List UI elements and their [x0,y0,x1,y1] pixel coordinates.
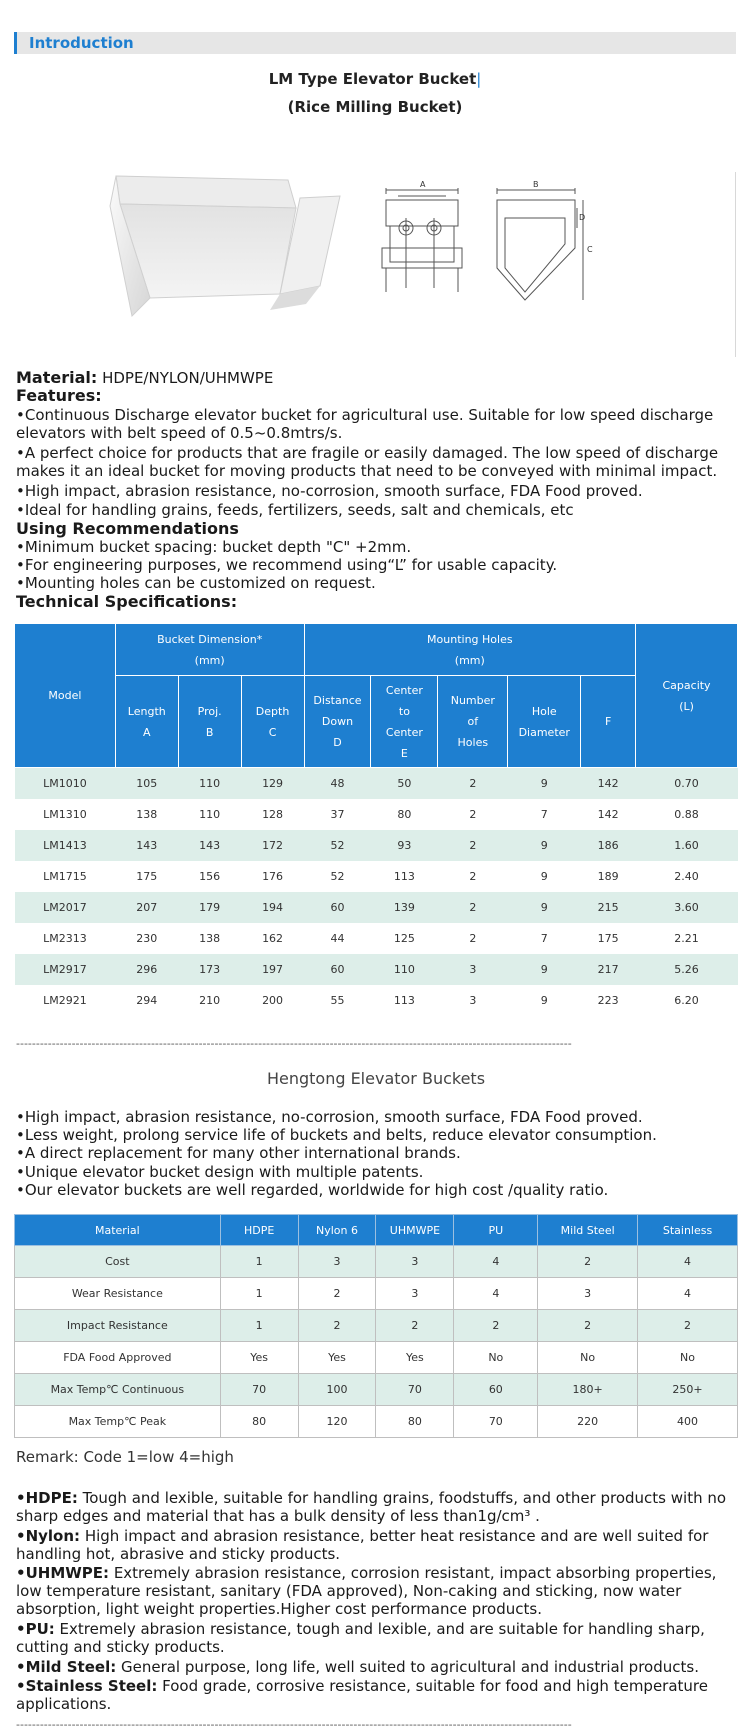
cell: 2 [438,799,508,830]
cell: 173 [178,954,241,985]
table-row [15,985,738,1016]
col-stainless: Stainless [638,1215,738,1246]
cell: 250+ [638,1374,738,1406]
cell: 100 [298,1374,376,1406]
cell: 93 [371,830,438,861]
cell: 2 [298,1310,376,1342]
tech-spec-heading: Technical Specifications: [16,592,238,611]
cell: 194 [241,892,304,923]
col-distance [304,676,371,768]
capacity-unit: (L) [679,699,694,713]
cell: 110 [178,768,241,800]
material-desc-nylon [16,1527,736,1563]
capacity-label: Capacity [662,678,711,692]
col-pu: PU [454,1215,538,1246]
cell: 2 [438,768,508,800]
cell: 5.26 [636,954,738,985]
material-desc-name: •Nylon: [16,1527,81,1545]
center-label3: Center [385,725,423,739]
product-title-text: LM Type Elevator Bucket [268,70,477,88]
cell: 3 [438,985,508,1016]
feature-item: •A perfect choice for products that are fragile or easily damaged. The low speed of discharge makes it an ideal bucket for moving products that need to be conveyed with minimal impact. [16,444,719,480]
cell: Impact Resistance [15,1310,221,1342]
material-desc-name: •UHMWPE: [16,1564,110,1582]
cell: 9 [508,830,581,861]
cell: LM2921 [15,985,116,1016]
cell: 139 [371,892,438,923]
cell: 210 [178,985,241,1016]
cell: 2 [538,1310,638,1342]
dist-sym: D [333,736,342,749]
table-row [15,923,738,954]
cell: 2 [376,1310,454,1342]
center-label: Center [385,683,423,697]
recommend-heading: Using Recommendations [16,519,239,538]
cell: LM2017 [15,892,116,923]
cell: 9 [508,954,581,985]
dim-c-label: C [587,245,593,254]
cell: 217 [581,954,636,985]
feature-item: •Continuous Discharge elevator bucket for agricultural use. Suitable for low speed discharge elevators with belt speed of 0.5~0.8mtrs/s. [16,406,714,442]
cell: 223 [581,985,636,1016]
cell: 1.60 [636,830,738,861]
table-row [15,861,738,892]
cell: 400 [638,1406,738,1438]
table-row [15,1342,738,1374]
cell: 60 [304,892,371,923]
cell: 60 [454,1374,538,1406]
cell: 179 [178,892,241,923]
proj-sym: B [205,725,214,739]
cell: No [638,1342,738,1374]
cell: LM2313 [15,923,116,954]
col-proj [178,676,241,768]
cell: 2 [438,861,508,892]
cell: 37 [304,799,371,830]
table-row [15,1310,738,1342]
cell: 138 [178,923,241,954]
cell: 176 [241,861,304,892]
cell: 3 [376,1278,454,1310]
material-table [14,1214,738,1438]
cell: Cost [15,1246,221,1278]
cell: 142 [581,799,636,830]
col-capacity [636,624,738,768]
cell: 1 [220,1278,298,1310]
cell: 52 [304,830,371,861]
cell: 2 [438,923,508,954]
cell: 4 [638,1278,738,1310]
dist-label: Distance [313,694,362,707]
cell: 1 [220,1246,298,1278]
cell: No [454,1342,538,1374]
cell: 186 [581,830,636,861]
dim-a-label: A [420,180,426,189]
cell: 156 [178,861,241,892]
cell: 110 [371,954,438,985]
hole-label2: Diameter [518,725,570,739]
cell: 120 [298,1406,376,1438]
material-label: Material: [16,368,98,387]
cell: FDA Food Approved [15,1342,221,1374]
col-number [438,676,508,768]
cell: 9 [508,892,581,923]
cell: 4 [454,1246,538,1278]
table-row [15,1406,738,1438]
material-desc-text: General purpose, long life, well suited to agricultural and industrial products. [116,1658,699,1676]
cell: 4 [454,1278,538,1310]
material-desc-text: High impact and abrasion resistance, better heat resistance and are well suited for handling hot, abrasive and sticky products. [16,1527,709,1563]
cell: 0.70 [636,768,738,800]
cell: LM1715 [15,861,116,892]
cell: Yes [376,1342,454,1374]
cell: 70 [220,1374,298,1406]
col-hole [508,676,581,768]
hengtong-point: •Our elevator buckets are well regarded, worldwide for high cost /quality ratio. [16,1181,609,1199]
cell: 44 [304,923,371,954]
hengtong-point: •Less weight, prolong service life of buckets and belts, reduce elevator consumption. [16,1126,657,1144]
material-desc-name: •PU: [16,1620,55,1638]
center-sym: E [400,746,408,760]
bucket-photo [110,176,340,356]
cell: 142 [581,768,636,800]
table-row [15,768,738,800]
dashed-divider: -------------------------------------------------------------------------------------------------------------------------------------------- [16,1718,572,1731]
col-mild-steel: Mild Steel [538,1215,638,1246]
col-hdpe: HDPE [220,1215,298,1246]
cell: 2 [454,1310,538,1342]
cell: Wear Resistance [15,1278,221,1310]
divider-line [735,172,736,357]
material-desc-name: •Mild Steel: [16,1658,117,1676]
table-row [15,1374,738,1406]
cell: 180+ [538,1374,638,1406]
cell: 6.20 [636,985,738,1016]
cell: LM1310 [15,799,116,830]
cell: 80 [371,799,438,830]
cell: 197 [241,954,304,985]
col-center [371,676,438,768]
features-heading: Features: [16,386,102,405]
dim-d-label: D [579,213,586,222]
number-label3: Holes [457,736,489,749]
number-label: Number [450,694,495,707]
table-row [15,1246,738,1278]
mounting-unit: (mm) [454,653,485,667]
cell: Max Temp℃ Continuous [15,1374,221,1406]
cell: 2 [298,1278,376,1310]
cell: 70 [454,1406,538,1438]
hengtong-point: •Unique elevator bucket design with multiple patents. [16,1163,424,1181]
cell: 129 [241,768,304,800]
recommend-item: •For engineering purposes, we recommend using“L” for usable capacity. [16,556,558,574]
material-desc-text: Extremely abrasion resistance, tough and lexible, and are suitable for handling sharp, cutting and sticky products. [16,1620,705,1656]
material-desc-hdpe [16,1489,736,1525]
cell: 215 [581,892,636,923]
cell: 143 [115,830,178,861]
section-header [14,32,736,54]
cell: 110 [178,799,241,830]
col-bucket-dim [115,624,304,676]
cell: 143 [178,830,241,861]
material-desc-text: Tough and lexible, suitable for handling grains, foodstuffs, and other products with no sharp edges and material that has a bulk density of less than1g/cm³ . [16,1489,727,1525]
cell: 0.88 [636,799,738,830]
mounting-label: Mounting Holes [427,632,513,646]
feature-item: •High impact, abrasion resistance, no-corrosion, smooth surface, FDA Food proved. [16,482,643,500]
hengtong-point: •A direct replacement for many other international brands. [16,1144,461,1162]
col-uhmwpe: UHMWPE [376,1215,454,1246]
cell: 175 [581,923,636,954]
cell: 3.60 [636,892,738,923]
side-view-drawing [495,180,615,328]
cell: 2 [438,892,508,923]
length-label: Length [127,704,166,718]
cell: 2.21 [636,923,738,954]
material-desc-name: •Stainless Steel: [16,1677,158,1695]
bucket-dim-label: Bucket Dimension* [157,632,263,646]
cell: 3 [298,1246,376,1278]
cell: 70 [376,1374,454,1406]
cell: 7 [508,799,581,830]
cell: 50 [371,768,438,800]
cell: 52 [304,861,371,892]
col-f: F [581,676,636,768]
text-cursor-icon: | [476,70,482,88]
material-desc-mild-steel [16,1658,736,1676]
cell: 4 [638,1246,738,1278]
cell: 3 [376,1246,454,1278]
table-row [15,892,738,923]
dashed-divider: -------------------------------------------------------------------------------------------------------------------------------------------- [16,1037,572,1050]
cell: 296 [115,954,178,985]
product-subtitle: (Rice Milling Bucket) [287,98,463,116]
cell: 60 [304,954,371,985]
col-depth [241,676,304,768]
cell: 294 [115,985,178,1016]
table-row [15,1278,738,1310]
cell: LM2917 [15,954,116,985]
section-title: Introduction [29,34,134,52]
hengtong-title: Hengtong Elevator Buckets [266,1069,486,1088]
hole-label: Hole [531,704,557,718]
col-mounting [304,624,636,676]
cell: 80 [220,1406,298,1438]
cell: 105 [115,768,178,800]
cell: Yes [220,1342,298,1374]
feature-item: •Ideal for handling grains, feeds, fertilizers, seeds, salt and chemicals, etc [16,501,574,519]
material-desc-text: Extremely abrasion resistance, corrosion resistant, impact absorbing properties, low temperature resistant, sanitary (FDA approved), Non-caking and sticking, now water absorption, light weight properties.Higher cost performance products. [16,1564,717,1618]
cell: 230 [115,923,178,954]
product-title [0,70,750,88]
material-desc-name: •HDPE: [16,1489,78,1507]
dim-b-label: B [533,180,539,189]
material-line [16,369,736,387]
material-desc-text: Food grade, corrosive resistance, suitable for food and high temperature applications. [16,1677,708,1713]
cell: No [538,1342,638,1374]
cell: 128 [241,799,304,830]
cell: 220 [538,1406,638,1438]
cell: 7 [508,923,581,954]
material-desc-stainless [16,1677,736,1713]
cell: 2 [638,1310,738,1342]
front-view-drawing [380,180,480,328]
proj-label: Proj. [197,704,222,718]
depth-sym: C [268,725,277,739]
center-label2: to [398,704,410,718]
hengtong-point: •High impact, abrasion resistance, no-corrosion, smooth surface, FDA Food proved. [16,1108,643,1126]
depth-label: Depth [255,704,290,718]
cell: 1 [220,1310,298,1342]
material-desc-pu [16,1620,736,1656]
cell: 2 [438,830,508,861]
cell: 9 [508,861,581,892]
cell: 2 [538,1246,638,1278]
table-row [15,799,738,830]
bucket-dim-unit: (mm) [194,653,225,667]
cell: 189 [581,861,636,892]
cell: 3 [438,954,508,985]
table-row [15,954,738,985]
dist-label2: Down [321,715,354,728]
cell: 9 [508,768,581,800]
cell: LM1010 [15,768,116,800]
table-row [15,830,738,861]
col-length [115,676,178,768]
number-label2: of [467,715,479,728]
cell: 55 [304,985,371,1016]
cell: 162 [241,923,304,954]
cell: 113 [371,985,438,1016]
material-desc-uhmwpe [16,1564,736,1618]
cell: 172 [241,830,304,861]
cell: 2.40 [636,861,738,892]
cell: Max Temp℃ Peak [15,1406,221,1438]
cell: 125 [371,923,438,954]
length-sym: A [143,725,151,739]
recommend-item: •Mounting holes can be customized on request. [16,574,376,592]
cell: 113 [371,861,438,892]
cell: 138 [115,799,178,830]
cell: 9 [508,985,581,1016]
recommend-item: •Minimum bucket spacing: bucket depth "C" +2mm. [16,538,412,556]
cell: 3 [538,1278,638,1310]
col-material: Material [15,1215,221,1246]
cell: 48 [304,768,371,800]
col-model: Model [15,624,116,768]
cell: Yes [298,1342,376,1374]
material-value: HDPE/NYLON/UHMWPE [102,369,274,387]
cell: LM1413 [15,830,116,861]
cell: 175 [115,861,178,892]
cell: 200 [241,985,304,1016]
cell: 80 [376,1406,454,1438]
col-nylon6: Nylon 6 [298,1215,376,1246]
spec-table [14,623,738,1016]
cell: 207 [115,892,178,923]
remark-text: Remark: Code 1=low 4=high [16,1448,234,1466]
